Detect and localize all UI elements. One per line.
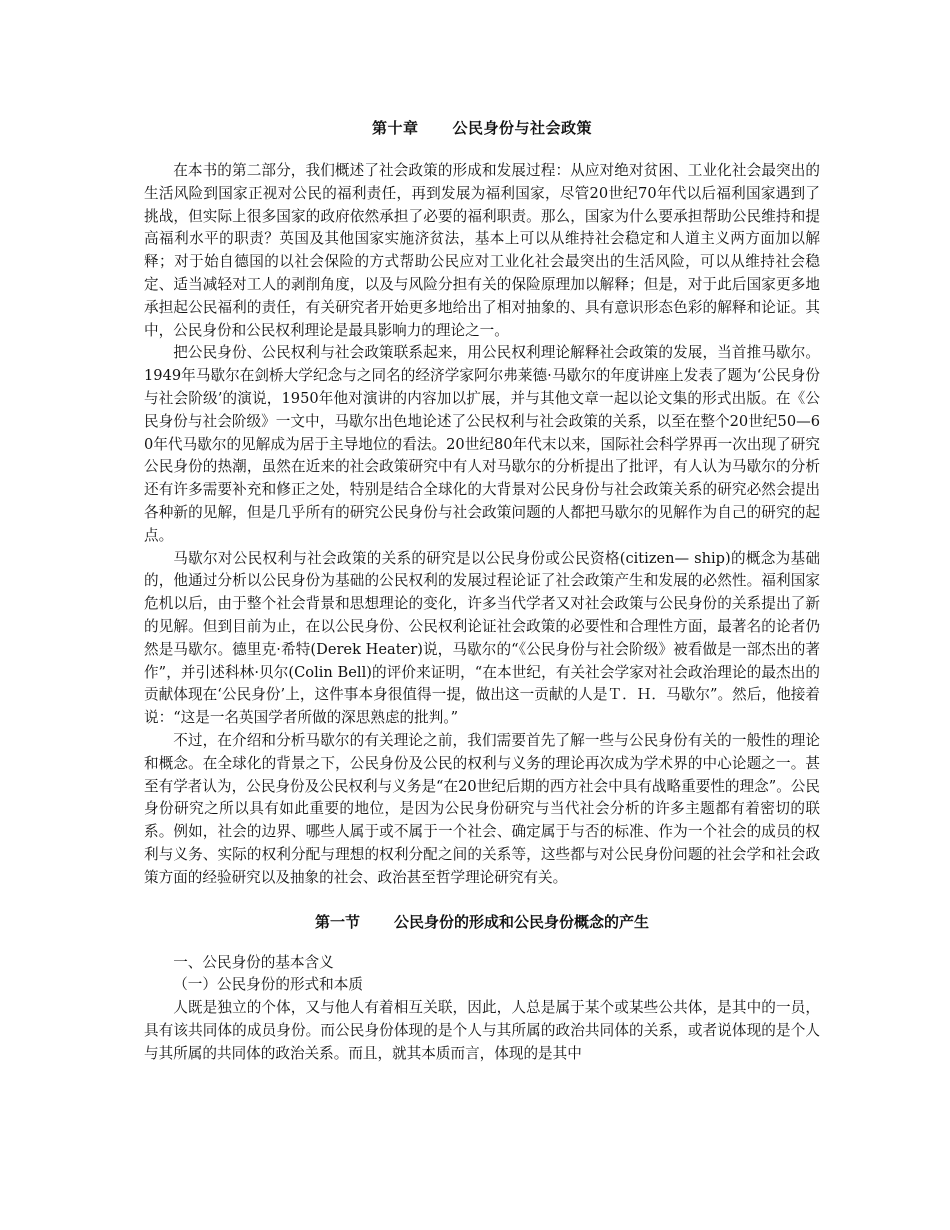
paragraph-5: 人既是独立的个体，又与他人有着相互关联，因此，人总是属于某个或某些公共体，是其中的一员，具有该共同体的成员身份。而公民身份体现的是个人与其所属的政治共同体的关系，或者说体现的是个人与其所属的共同体的政治关系。而且，就其本质而言，体现的是其中	[144, 999, 820, 1062]
chapter-number: 第十章	[371, 119, 419, 137]
section-name: 公民身份的形成和公民身份概念的产生	[394, 912, 650, 931]
chapter-name: 公民身份与社会政策	[452, 119, 593, 137]
document-page	[144, 118, 820, 1065]
section-number: 第一节	[314, 912, 360, 931]
paragraph-2: 把公民身份、公民权利与社会政策联系起来，用公民权利理论解释社会政策的发展，当首推马歇尔。1949年马歇尔在剑桥大学纪念与之同名的经济学家阿尔弗莱德·马歇尔的年度讲座上发表了题为‘公民身份与社会阶级’的演说，1950年他对演讲的内容加以扩展，并与其他文章一起以论文集的形式出版。在《公民身份与社会阶级》一文中，马歇尔出色地论述了公民权利与社会政策的关系，以至在整个20世纪50—60年代马歇尔的见解成为居于主导地位的看法。20世纪80年代末以来，国际社会科学界再一次出现了研究公民身份的热潮，虽然在近来的社会政策研究中有人对马歇尔的分析提出了批评，有人认为马歇尔的分析还有许多需要补充和修正之处，特别是结合全球化的大背景对公民身份与社会政策关系的研究必然会提出各种新的见解，但是几乎所有的研究公民身份与社会政策问题的人都把马歇尔的见解作为自己的研究的起点。	[144, 344, 820, 544]
paragraph-1: 在本书的第二部分，我们概述了社会政策的形成和发展过程：从应对绝对贫困、工业化社会最突出的生活风险到国家正视对公民的福利责任，再到发展为福利国家，尽管20世纪70年代以后福利国家遇到了挑战，但实际上很多国家的政府依然承担了必要的福利职责。那么，国家为什么要承担帮助公民维持和提高福利水平的职责？英国及其他国家实施济贫法，基本上可以从维持社会稳定和人道主义两方面加以解释；对于始自德国的以社会保险的方式帮助公民应对工业化社会最突出的生活风险，可以从维持社会稳定、适当减轻对工人的剥削角度，以及与风险分担有关的保险原理加以解释；但是，对于此后国家更多地承担起公民福利的责任，有关研究者开始更多地给出了相对抽象的、具有意识形态色彩的解释和论证。其中，公民身份和公民权利理论是最具影响力的理论之一。	[144, 162, 820, 339]
paragraph-4: 不过，在介绍和分析马歇尔的有关理论之前，我们需要首先了解一些与公民身份有关的一般性的理论和概念。在全球化的背景之下，公民身份及公民的权利与义务的理论再次成为学术界的中心论题之一。甚至有学者认为，公民身份及公民权利与义务是“在20世纪后期的西方社会中具有战略重要性的理念”。公民身份研究之所以具有如此重要的地位，是因为公民身份研究与当代社会分析的许多主题都有着密切的联系。例如，社会的边界、哪些人属于或不属于一个社会、确定属于与否的标准、作为一个社会的成员的权利与义务、实际的权利分配与理想的权利分配之间的关系等，这些都与对公民身份问题的社会学和社会政策方面的经验研究以及抽象的社会、政治甚至哲学理论研究有关。	[144, 731, 820, 886]
subheading-level2: （一）公民身份的形式和本质	[173, 976, 363, 994]
chapter-title	[144, 118, 820, 138]
section-title	[144, 912, 820, 932]
subheading-level1: 一、公民身份的基本含义	[173, 953, 334, 971]
paragraph-3: 马歇尔对公民权利与社会政策的关系的研究是以公民身份或公民资格(citizen— ship)的概念为基础的，他通过分析以公民身份为基础的公民权利的发展过程论证了社会政策产生和发展的必然性。福利国家危机以后，由于整个社会背景和思想理论的变化，许多当代学者又对社会政策与公民身份的关系提出了新的见解。但到目前为止，在以公民身份、公民权利论证社会政策的必要性和合理性方面，最著名的论者仍然是马歇尔。德里克·希特(Derek Heater)说，马歇尔的“《公民身份与社会阶级》被看做是一部杰出的著作”，并引述科林·贝尔(Colin Bell)的评价来证明，“在本世纪，有关社会学家对社会政治理论的最杰出的贡献体现在‘公民身份’上，这件事本身很值得一提，做出这一贡献的人是Ｔ．Ｈ．马歇尔”。然后，他接着说：“这是一名英国学者所做的深思熟虑的批判。”	[144, 549, 820, 727]
